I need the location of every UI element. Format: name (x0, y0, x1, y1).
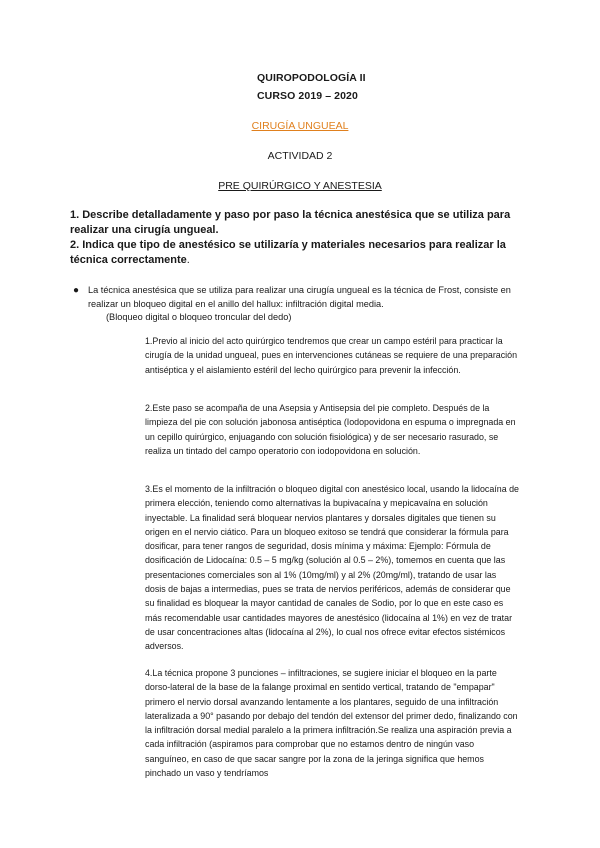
question-2-wrap (70, 238, 540, 268)
bullet-text: La técnica anestésica que se utiliza para realizar una cirugía ungueal es la técnica de Frost, consiste en realizar un bloqueo digital en el anillo del hallux: infiltración digital media. (88, 285, 511, 309)
bullet-note: (Bloqueo digital o bloqueo troncular del dedo) (106, 312, 292, 322)
course-heading: CURSO 2019 – 2020 (257, 90, 358, 102)
topic-link[interactable]: CIRUGÍA UNGUEAL (251, 120, 349, 132)
paragraph-step-2: 2.Este paso se acompaña de una Asepsia y Antisepsia del pie completo. Después de la limpieza del pie con solución jabonosa antiséptica (Iodopovidona en espuma o impregnada en un cepillo quirúrgico, enjuagando con solución fisiológica) y de ser necesario rasurado, se realiza un tintado del campo operatorio con iodopovidona en solución. (145, 403, 516, 456)
section-title: PRE QUIRÚRGICO Y ANESTESIA (218, 180, 382, 192)
question-2-end: . (186, 254, 190, 266)
subject-heading: QUIROPODOLOGÍA II (257, 72, 366, 84)
bullet-item (73, 284, 530, 325)
questions-block (70, 208, 540, 268)
bullet-icon: ● (73, 285, 80, 296)
question-1: 1. Describe detalladamente y paso por paso la técnica anestésica que se utiliza para realizar una cirugía ungueal. (70, 209, 511, 236)
question-2: 2. Indica que tipo de anestésico se utilizaría y materiales necesarios para realizar la técnica correctamente (70, 239, 506, 266)
paragraph-step-4: 4.La técnica propone 3 punciones – infiltraciones, se sugiere iniciar el bloqueo en la parte dorso-lateral de la base de la falange proximal en sentido vertical, tratando de "empapar" primero el nervio dorsal avanzando lentamente a los plantares, seguido de una infiltración lateralizada a 90° pasando por debajo del tendón del extensor del primer dedo, finalizando con la infiltración dorsal medial paralelo a la primera infiltración.Se realiza una aspiración previa a cada infiltración (aspiramos para comprobar que no estamos dentro de ningún vaso sanguíneo, en caso de que sacar sangre por la zona de la jeringa significa que hemos pinchado un vaso y tendríamos (145, 668, 518, 779)
activity-title: ACTIVIDAD 2 (267, 150, 333, 162)
paragraph-step-1: 1.Previo al inicio del acto quirúrgico tendremos que crear un campo estéril para practicar la cirugía de la unidad ungueal, pues en intervenciones cutáneas se requiere de una preparación antiséptica y el aislamiento estéril del lecho quirúrgico para prevenir la infección. (145, 336, 518, 375)
paragraph-step-3: 3.Es el momento de la infiltración o bloqueo digital con anestésico local, usando la lidocaína de primera elección, teniendo como alternativas la bupivacaína y mepicavaína en solución inyectable. La finalidad será bloquear nervios plantares y dorsales digitales que tienen su origen en el nervio ciático. Para un bloqueo exitoso se tendrá que considerar la fórmula para dosificar, para tener rangos de seguridad, dosis mínima y máxima: Ejemplo: Fórmula de dosificación de Lidocaína: 0.5 – 5 mg/kg (solución al 0.5 – 2%), tomemos en cuenta que las presentaciones comerciales son al 1% (10mg/ml) y al 2% (20mg/ml), tratando de usar las dosis de bajas a intermedias, pues se trata de nervios periféricos, además de considerar que su finalidad es bloquear la mayor cantidad de canales de Sodio, por lo que en este caso es más recomendable usar cantidades mayores de anestésico (lidocaína al 1%) en vez de tratar de usar concentraciones altas (lidocaína al 2%), lo cual nos ofrece evitar efectos sistémicos adversos. (145, 484, 519, 652)
